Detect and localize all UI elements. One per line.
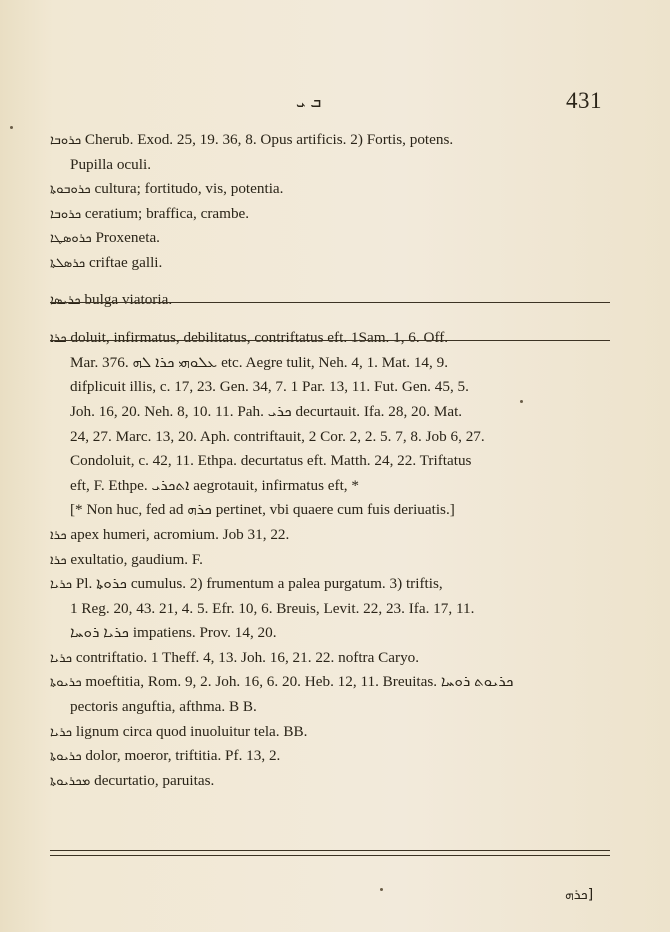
entry-line: ܟܪܝܘܬܐ dolor, moeror, triftitia. Pf. 13, 2. <box>50 747 281 765</box>
entry-line: ܟܪܝܣܐ bulga viatoria. <box>50 290 173 308</box>
section-rule <box>50 302 610 303</box>
entry-line: Condoluit, c. 42, 11. Ethpa. decurtatus eft. Matth. 24, 22. Triftatus <box>70 452 472 470</box>
entry-line: ܟܪܘܒܐ Cherub. Exod. 25, 19. 36, 8. Opus artificis. 2) Fortis, potens. <box>50 131 454 148</box>
entry-line: 24, 27. Marc. 13, 20. Aph. contriftauit, 2 Cor. 2, 2. 5. 7, 8. Job 6, 27. <box>70 427 485 445</box>
page-number: 431 <box>566 88 602 113</box>
ink-speck <box>520 400 523 403</box>
entry-line: ܡܟܪܝܘܬܐ decurtatio, paruitas. <box>50 771 215 789</box>
lexicon-body <box>50 128 610 793</box>
entry-line: ܟܪܐ apex humeri, acromium. Job 31, 22. <box>50 525 290 543</box>
entry-line: [* Non huc, fed ad ܟܪܗ pertinet, vbi quaere cum fuis deriuatis.] <box>70 501 455 519</box>
entry-line: ܟܪܝܐ lignum circa quod inuoluitur tela. BB. <box>50 722 308 740</box>
entry-line: ܟܪܝܐ contriftatio. 1 Theff. 4, 13. Joh. 16, 21. 22. noftra Caryo. <box>50 648 420 666</box>
entry-line: ܟܪܘܣܛܐ Proxeneta. <box>50 229 160 247</box>
entry-line: pectoris anguftia, afthma. B B. <box>70 698 257 716</box>
entry-line: Pupilla oculi. <box>70 155 151 173</box>
bottom-rule <box>50 850 610 856</box>
entry-line: ܟܪܘܒܘܬܐ cultura; fortitudo, vis, potentia. <box>50 180 284 198</box>
entry-line: ܟܪܘܒܐ ceratium; braffica, crambe. <box>50 204 250 222</box>
entry-line: 1 Reg. 20, 43. 21, 4. 5. Efr. 10, 6. Breuis, Levit. 22, 23. Ifa. 17, 11. <box>70 599 475 617</box>
entry-line: Mar. 376. ܥܠܘܗܝ ܟܪܐ ܠܗ etc. Aegre tulit, Neh. 4, 1. Mat. 14, 9. <box>70 353 448 371</box>
entry-line: ܟܪܐ exultatio, gaudium. F. <box>50 550 203 568</box>
entry-line: Joh. 16, 20. Neh. 8, 10. 11. Pah. ܟܪܝ decurtauit. Ifa. 28, 20. Mat. <box>70 402 463 420</box>
entry-line: difplicuit illis, c. 17, 23. Gen. 34, 7. 1 Par. 13, 11. Fut. Gen. 45, 5. <box>70 378 469 396</box>
entry-line: ܟܪܝܐ ܪܘܚܐ impatiens. Prov. 14, 20. <box>70 624 277 642</box>
ink-speck <box>380 888 383 891</box>
entry-line: ܟܪܣܠܬܐ criftae galli. <box>50 253 163 271</box>
catchword: [ܟܪܗ <box>565 887 594 903</box>
ink-speck <box>10 126 13 129</box>
entry-line: ܟܪܝܐ Pl. ܟܪܘܬܐ cumulus. 2) frumentum a palea purgatum. 3) triftis, <box>50 575 443 593</box>
section-rule <box>50 340 610 341</box>
entry-line: ܟܪܐ doluit, infirmatus, debilitatus, contriftatus eft. 1Sam. 1, 6. Off. <box>50 329 449 347</box>
entry-line: eft, F. Ethpe. ܐܬܟܪܝ aegrotauit, infirmatus eft, * <box>70 476 359 494</box>
running-head: ܒ ܝ <box>296 92 322 111</box>
entry-line: ܟܪܝܘܬܐ moeftitia, Rom. 9, 2. Joh. 16, 6. 20. Heb. 12, 11. Breuitas. ܟܪܝܘܬ ܪܘܚܐ <box>50 673 514 691</box>
